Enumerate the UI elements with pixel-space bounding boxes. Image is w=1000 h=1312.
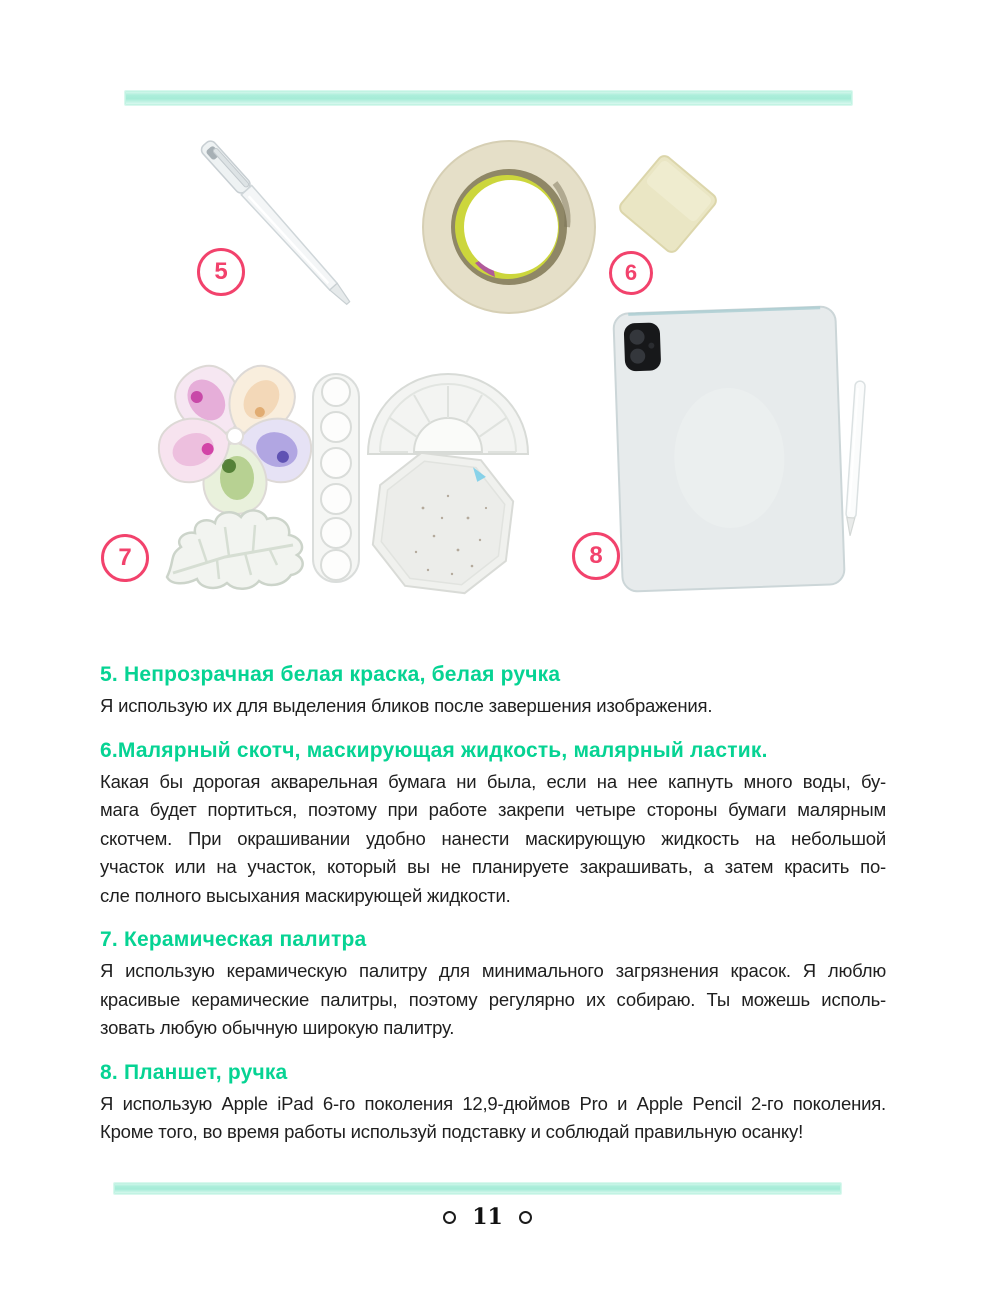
top-ornament-bar <box>124 90 853 106</box>
bottom-ornament-bar <box>113 1182 842 1195</box>
section-6-heading: 6.Малярный скотч, маскирующая жидкость, малярный ластик. <box>100 738 768 762</box>
item-badge-8: 8 <box>572 532 620 580</box>
section-6 <box>100 738 886 911</box>
section-8 <box>100 1060 886 1147</box>
item-badge-7: 7 <box>101 534 149 582</box>
section-7 <box>100 927 886 1043</box>
fan-palette-photo <box>362 366 534 458</box>
white-gel-pen-photo <box>175 140 360 315</box>
footer-left-ring-ornament <box>443 1211 456 1224</box>
footer-right-ring-ornament <box>519 1211 532 1224</box>
masking-tape-photo <box>415 135 605 320</box>
ipad-photo <box>608 298 858 598</box>
section-8-body: Я использую Apple iPad 6-го поколения 12,9-дюймов Pro и Apple Pencil 2-го поколения. Кроме того, во время работы используй подставку и соблюдай правильную осанку! <box>100 1092 886 1142</box>
section-6-body: Какая бы дорогая акварельная бумага ни была, если на нее капнуть много воды, бу- мага будет портиться, поэтому при работе закрепи четыре стороны бумаги малярным скотчем. При окрашивании удобно нанести маскирующую жидкость на небольшой участок или на участок, который вы не планируете закрашивать, а затем красить по- сле полного высыхания маскирующей жидкости. <box>100 770 886 906</box>
section-8-heading: 8. Планшет, ручка <box>100 1060 288 1084</box>
section-7-body: Я использую керамическую палитру для минимального загрязнения красок. Я люблю красивые керамические палитры, поэтому регулярно их собираю. Ты можешь исполь- зовать любую обычную широкую палитру. <box>100 960 886 1038</box>
leaf-palette-photo <box>155 495 320 595</box>
item-badge-5: 5 <box>197 248 245 296</box>
masking-eraser-photo <box>612 148 724 260</box>
section-5 <box>100 662 886 721</box>
section-5-body: Я использую их для выделения бликов после завершения изображения. <box>100 695 713 716</box>
section-5-heading: 5. Непрозрачная белая краска, белая ручка <box>100 663 561 686</box>
text-block <box>100 662 886 1164</box>
octagon-palette-photo <box>368 448 518 598</box>
apple-pencil-photo <box>832 378 880 543</box>
item-badge-6: 6 <box>609 251 653 295</box>
flower-palette-photo <box>148 348 323 518</box>
page-footer <box>0 1204 975 1230</box>
page-number: 11 <box>472 1204 503 1230</box>
section-7-heading: 7. Керамическая палитра <box>100 928 367 951</box>
